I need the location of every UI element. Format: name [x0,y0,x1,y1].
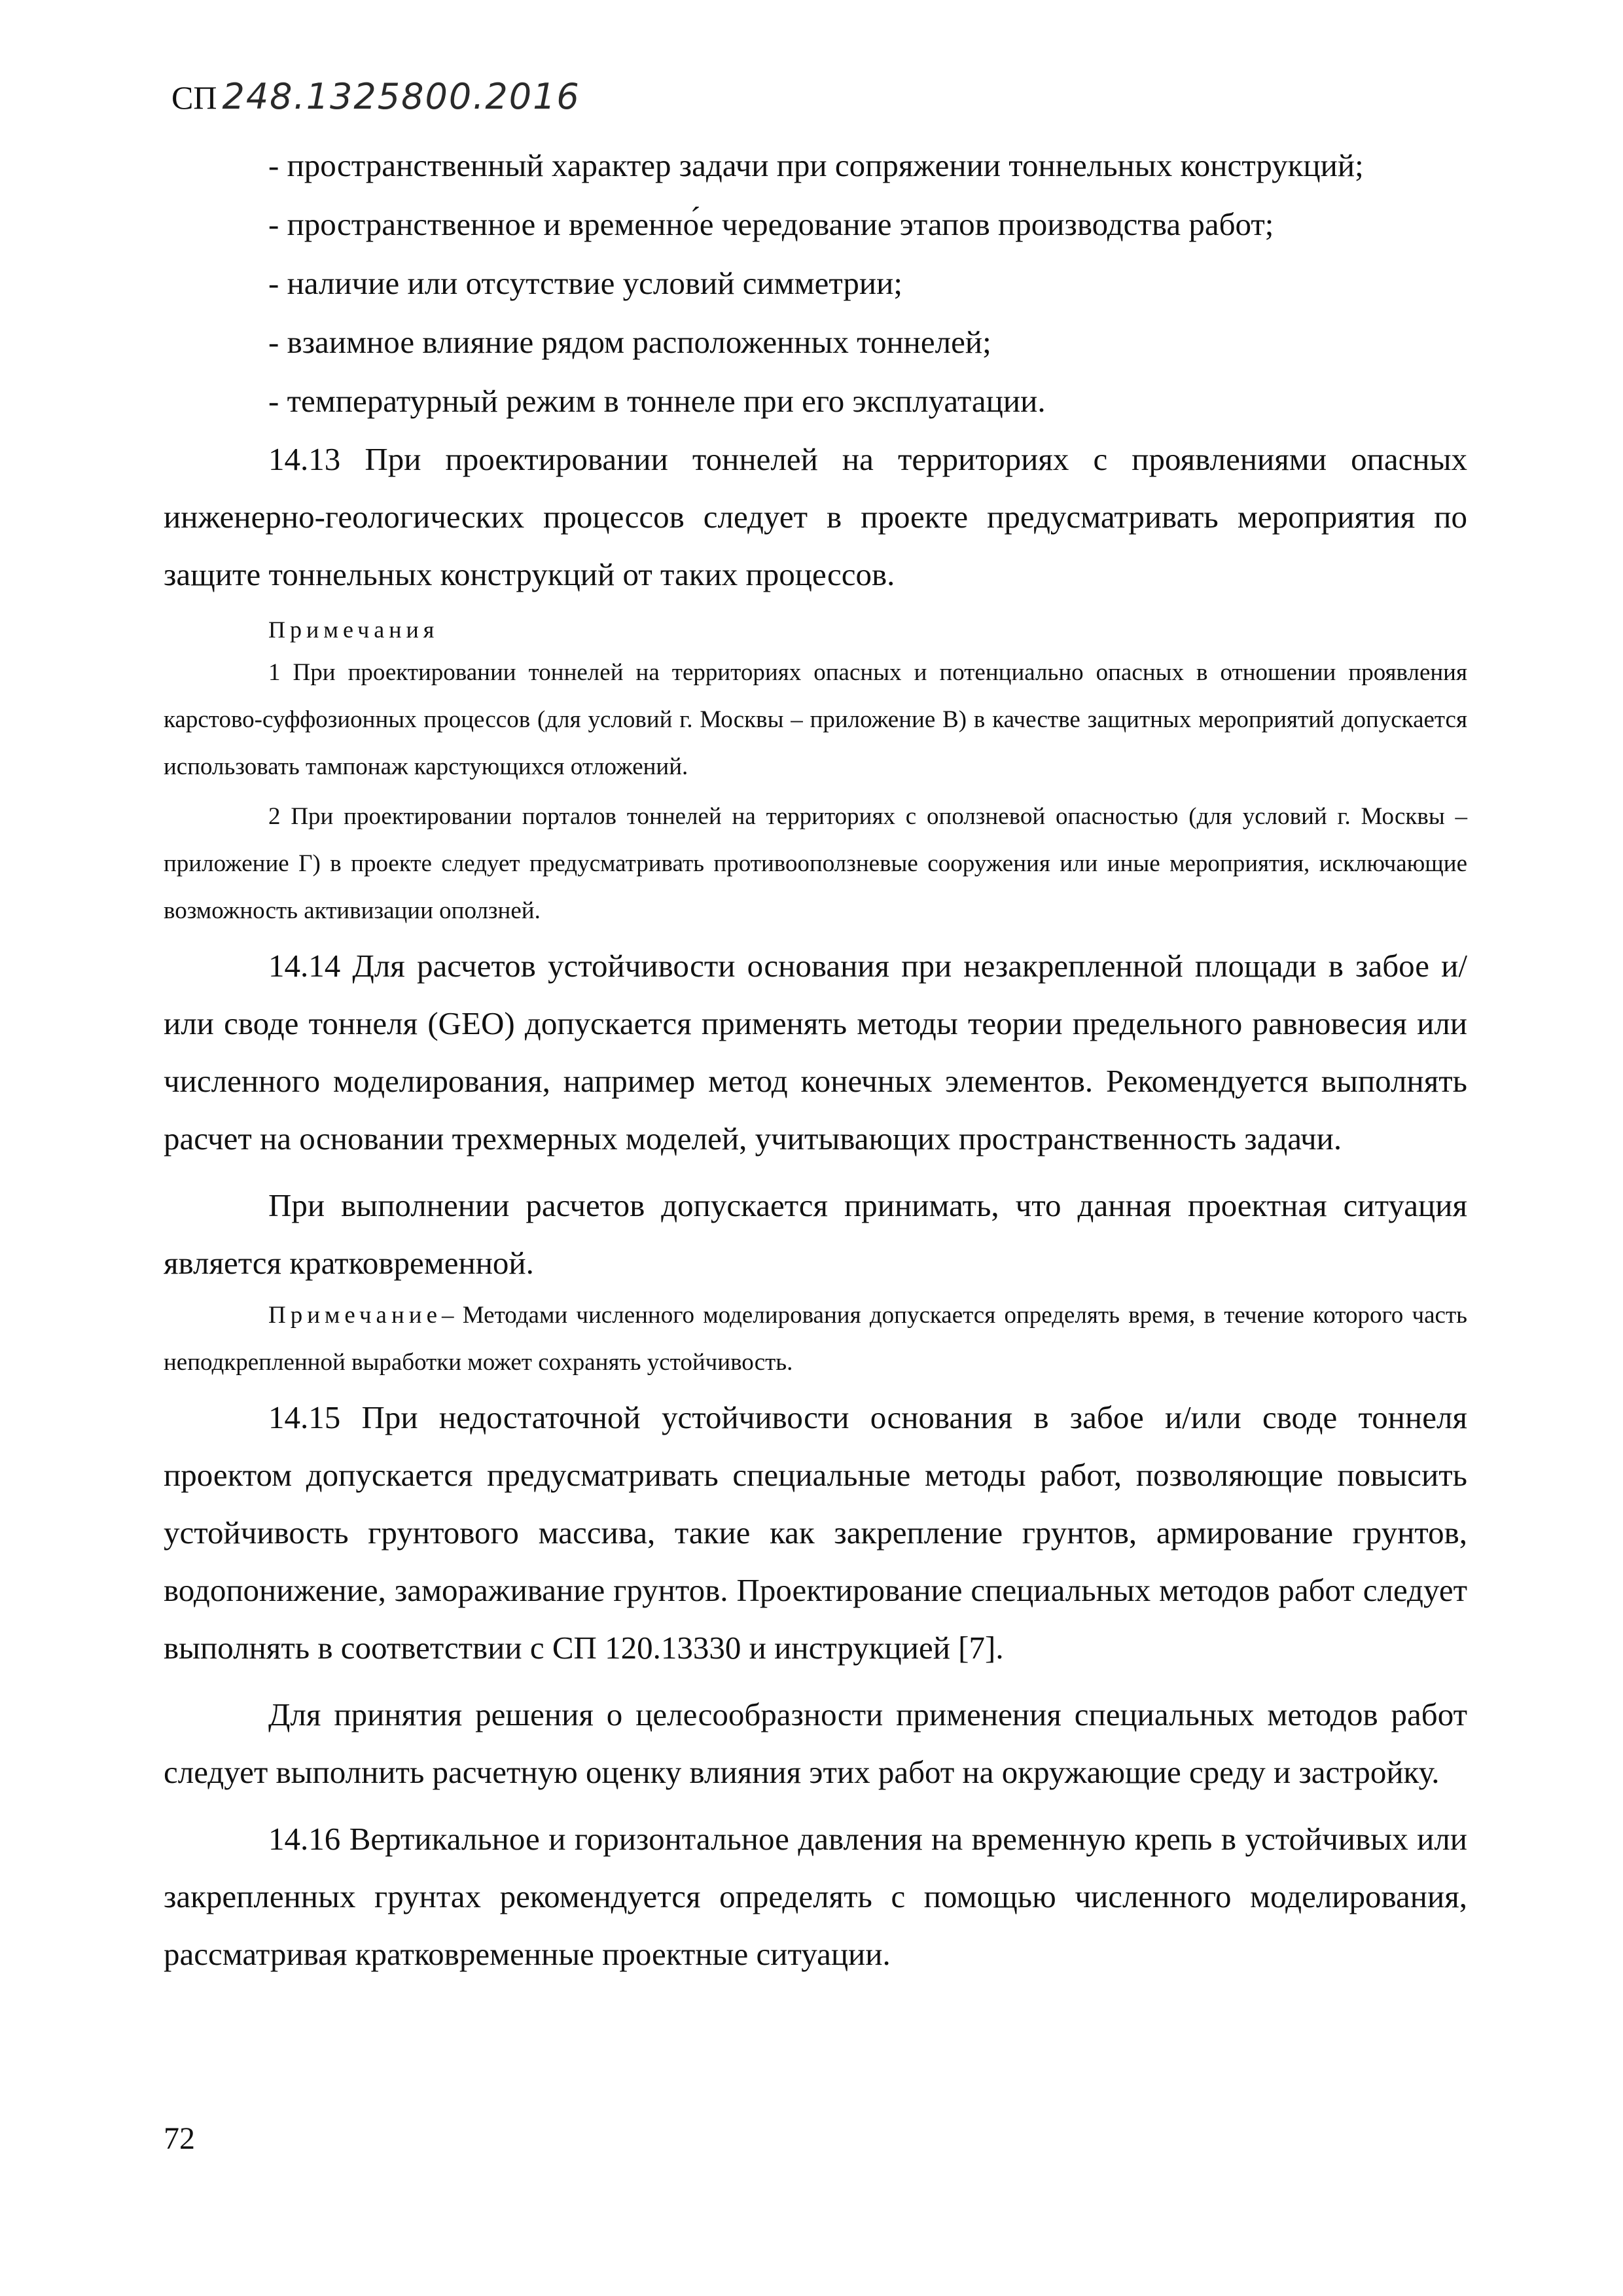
list-item: - температурный режим в тоннеле при его эксплуатации. [268,383,1046,419]
document-header [171,77,580,117]
section-14-14-paragraph-2: При выполнении расчетов допускается принимать, что данная проектная ситуация является кратковременной. [164,1187,1467,1281]
document-body [164,136,1467,1983]
notes-heading: Примечания [268,617,439,643]
note-2: 2 При проектировании порталов тоннелей на территориях с оползневой опасностью (для условий г. Москвы – приложение Г) в проекте следует предусматривать противооползневые сооружения или иные мероприятия, исключающие возможность активизации оползней. [164,803,1467,924]
note-text: – Методами численного моделирования допускается определять время, в течение которого часть неподкрепленной выработки может сохранять устойчивость. [164,1302,1467,1376]
section-14-15-paragraph-2: Для принятия решения о целесообразности применения специальных методов работ следует выполнить расчетную оценку влияния этих работ на окружающие среду и застройку. [164,1696,1467,1790]
section-14-13: 14.13 При проектировании тоннелей на территориях с проявлениями опасных инженерно-геологических процессов следует в проекте предусматривать мероприятия по защите тоннельных конструкций от таких процессов. [164,441,1467,592]
note-14-14 [164,1292,1467,1386]
page-number: 72 [164,2121,195,2156]
list-item: - взаимное влияние рядом расположенных тоннелей; [268,324,991,360]
section-14-14: 14.14 Для расчетов устойчивости основания при незакрепленной площади в забое и/или своде тоннеля (GEO) допускается применять методы теории предельного равновесия или численного моделирования, например метод конечных элементов. Рекомендуется выполнять расчет на основании трехмерных моделей, учитывающих пространственность задачи. [164,948,1467,1157]
list-item: - пространственный характер задачи при сопряжении тоннельных конструкций; [268,147,1364,183]
list-item: - наличие или отсутствие условий симметрии; [268,265,902,301]
note-1: 1 При проектировании тоннелей на территориях опасных и потенциально опасных в отношении проявления карстово-суффозионных процессов (для условий г. Москвы – приложение В) в качестве защитных мероприятий допускается использовать тампонаж карстующихся отложений. [164,659,1467,780]
section-14-16: 14.16 Вертикальное и горизонтальное давления на временную крепь в устойчивых или закрепленных грунтах рекомендуется определять с помощью численного моделирования, рассматривая кратковременные проектные ситуации. [164,1821,1467,1972]
header-prefix: СП [171,79,217,116]
section-14-15: 14.15 При недостаточной устойчивости основания в забое и/или своде тоннеля проектом допускается предусматривать специальные методы работ, позволяющие повысить устойчивость грунтового массива, такие как закрепление грунтов, армирование грунтов, водопонижение, замораживание грунтов. Проектирование специальных методов работ следует выполнять в соответствии с СП 120.13330 и инструкцией [7]. [164,1399,1467,1666]
handwritten-code: 248.1325800.2016 [222,76,580,117]
note-label: Примечание [268,1302,442,1329]
list-item: - пространственное и временно́е чередование этапов производства работ; [268,206,1274,242]
